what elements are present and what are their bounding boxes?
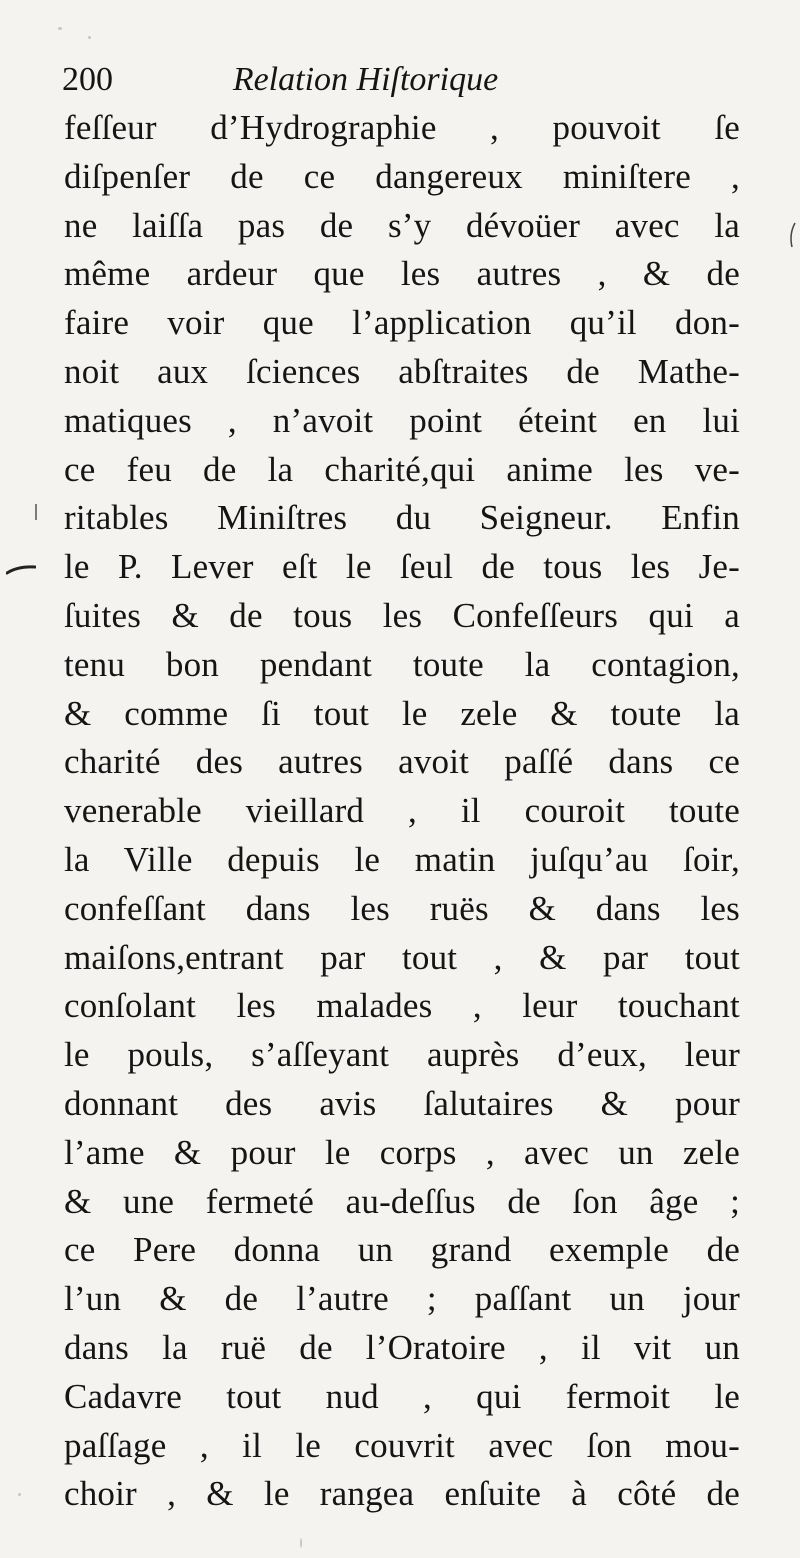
text-line: noit aux ſciences abſtraites de Mathe- xyxy=(64,351,740,391)
paper-speck xyxy=(88,36,91,39)
text-line: conſolant les malades , leur touchant xyxy=(64,986,740,1026)
text-line: ce Pere donna un grand exemple de xyxy=(64,1230,740,1270)
text-line: tenu bon pendant toute la contagion, xyxy=(64,644,740,684)
text-line: ne laiſſa pas de s’y dévoüer avec la xyxy=(64,205,740,245)
text-line: le pouls, s’aſſeyant auprès d’eux, leur xyxy=(64,1035,740,1075)
margin-tick-mark xyxy=(32,503,40,521)
text-line: feſſeur d’Hydrographie , pouvoit ſe xyxy=(64,108,740,147)
running-title: Relation Hiſtorique xyxy=(232,61,499,98)
page-number: 200 xyxy=(62,61,113,98)
text-line: & comme ſi tout le zele & toute la xyxy=(64,693,740,733)
text-line: maiſons,entrant par tout , & par tout xyxy=(64,937,740,977)
text-line: charité des autres avoit paſſé dans ce xyxy=(64,742,740,782)
text-line: même ardeur que les autres , & de xyxy=(64,254,740,294)
text-line: ce feu de la charité,qui anime les ve- xyxy=(64,449,740,489)
text-body xyxy=(64,104,740,1519)
text-line: dans la ruë de l’Oratoire , il vit un xyxy=(64,1327,740,1367)
paper-speck xyxy=(58,27,62,30)
text-line: & une fermeté au-deſſus de ſon âge ; xyxy=(64,1181,740,1221)
text-line: Cadavre tout nud , qui fermoit le xyxy=(64,1376,740,1416)
text-line: matiques , n’avoit point éteint en lui xyxy=(64,400,740,440)
text-line: le P. Lever eſt le ſeul de tous les Je- xyxy=(64,547,740,587)
paper-speck xyxy=(18,1493,21,1496)
text-line: la Ville depuis le matin juſqu’au ſoir, xyxy=(64,839,740,879)
text-line: choir , & le rangea enſuite à côté de xyxy=(64,1474,740,1514)
running-head xyxy=(62,56,762,102)
margin-pen-mark xyxy=(6,564,36,576)
text-line: diſpenſer de ce dangereux miniſtere , xyxy=(64,156,740,196)
text-line: faire voir que l’application qu’il don- xyxy=(64,303,740,343)
text-line: donnant des avis ſalutaires & pour xyxy=(64,1083,740,1123)
paper-speck xyxy=(300,1538,302,1548)
text-line: ſuites & de tous les Confeſſeurs qui a xyxy=(64,595,740,635)
text-line: paſſage , il le couvrit avec ſon mou- xyxy=(64,1425,740,1465)
text-line: venerable vieillard , il couroit toute xyxy=(64,791,740,831)
text-line: l’un & de l’autre ; paſſant un jour xyxy=(64,1279,740,1319)
text-line: ritables Miniſtres du Seigneur. Enfin xyxy=(64,498,740,538)
edge-ink-mark xyxy=(787,222,797,248)
text-line: confeſſant dans les ruës & dans les xyxy=(64,888,740,928)
text-line: l’ame & pour le corps , avec un zele xyxy=(64,1132,740,1172)
